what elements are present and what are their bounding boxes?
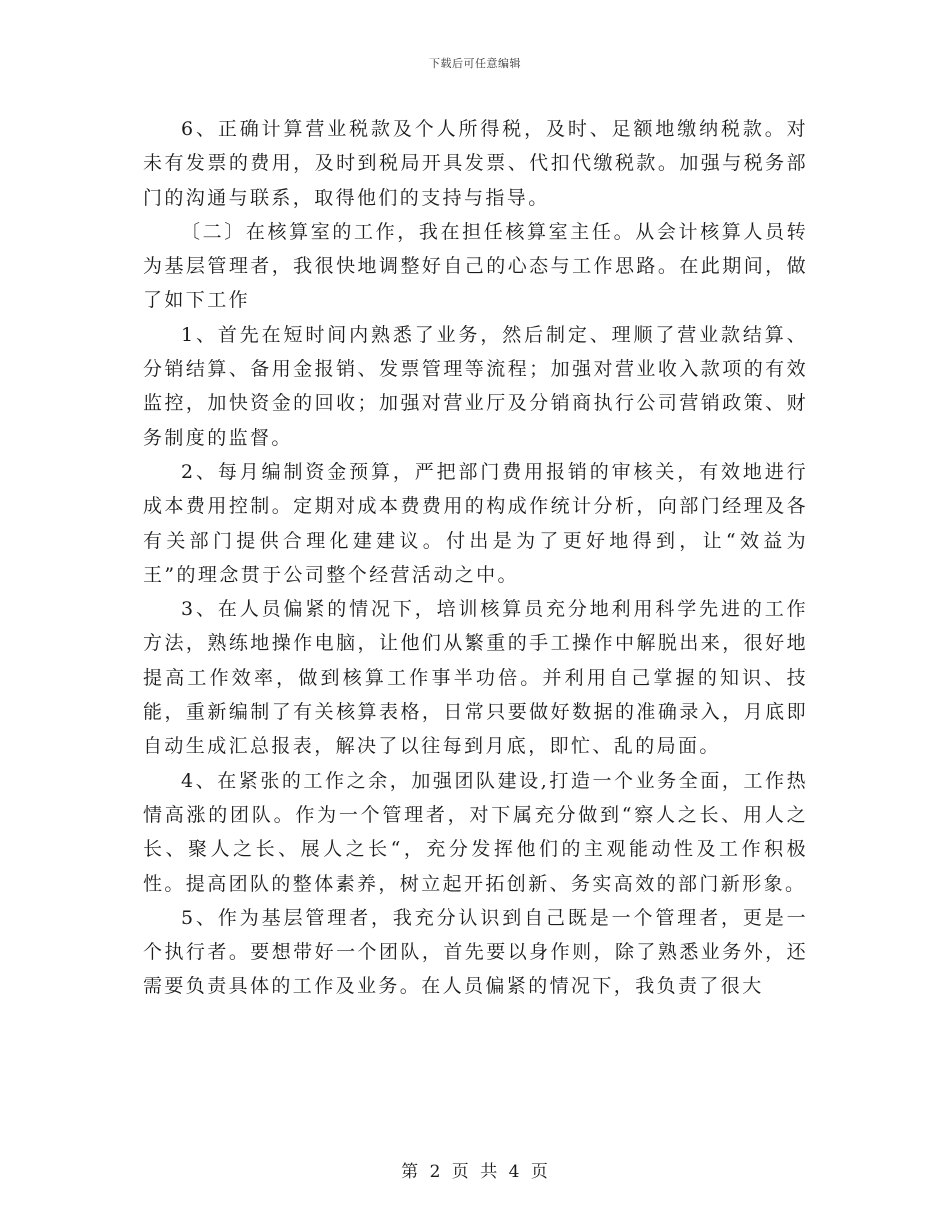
document-body <box>143 112 808 1004</box>
paragraph-item-2-budget: 2、每月编制资金预算，严把部门费用报销的审核关，有效地进行成本费用控制。定期对成本费费用的构成作统计分析，向部门经理及各有关部门提供合理化建建议。付出是为了更好地得到，让“效益为王”的理念贯于公司整个经营活动之中。 <box>143 460 808 586</box>
paragraph-item-1-processes: 1、首先在短时间内熟悉了业务，然后制定、理顺了营业款结算、分销结算、备用金报销、发票管理等流程；加强对营业收入款项的有效监控，加快资金的回收；加强对营业厅及分销商执行公司营销政策、财务制度的监督。 <box>143 323 808 449</box>
paragraph-item-5-manager: 5、作为基层管理者，我充分认识到自己既是一个管理者，更是一个执行者。要想带好一个团队，首先要以身作则，除了熟悉业务外，还需要负责具体的工作及业务。在人员偏紧的情况下，我负责了很大 <box>143 906 808 998</box>
page-header: 下载后可任意编辑 <box>429 57 521 70</box>
paragraph-item-6-tax: 6、正确计算营业税款及个人所得税，及时、足额地缴纳税款。对未有发票的费用，及时到税局开具发票、代扣代缴税款。加强与税务部门的沟通与联系，取得他们的支持与指导。 <box>143 118 808 209</box>
paragraph-section-2-intro: 〔二〕在核算室的工作，我在担任核算室主任。从会计核算人员转为基层管理者，我很快地调整好自己的心态与工作思路。在此期间，做了如下工作 <box>143 220 808 312</box>
paragraph-item-4-team: 4、在紧张的工作之余，加强团队建设,打造一个业务全面，工作热情高涨的团队。作为一个管理者，对下属充分做到“察人之长、用人之长、聚人之长、展人之长“，充分发挥他们的主观能动性及工作积极性。提高团队的整体素养，树立起开拓创新、务实高效的部门新形象。 <box>143 769 808 895</box>
paragraph-item-3-training: 3、在人员偏紧的情况下，培训核算员充分地利用科学先进的工作方法，熟练地操作电脑，让他们从繁重的手工操作中解脱出来，很好地提高工作效率，做到核算工作事半功倍。并利用自己掌握的知识、技能，重新编制了有关核算表格，日常只要做好数据的准确录入，月底即自动生成汇总报表，解决了以往每到月底，即忙、乱的局面。 <box>143 598 808 758</box>
page-number-footer: 第 2 页 共 4 页 <box>401 1162 549 1182</box>
